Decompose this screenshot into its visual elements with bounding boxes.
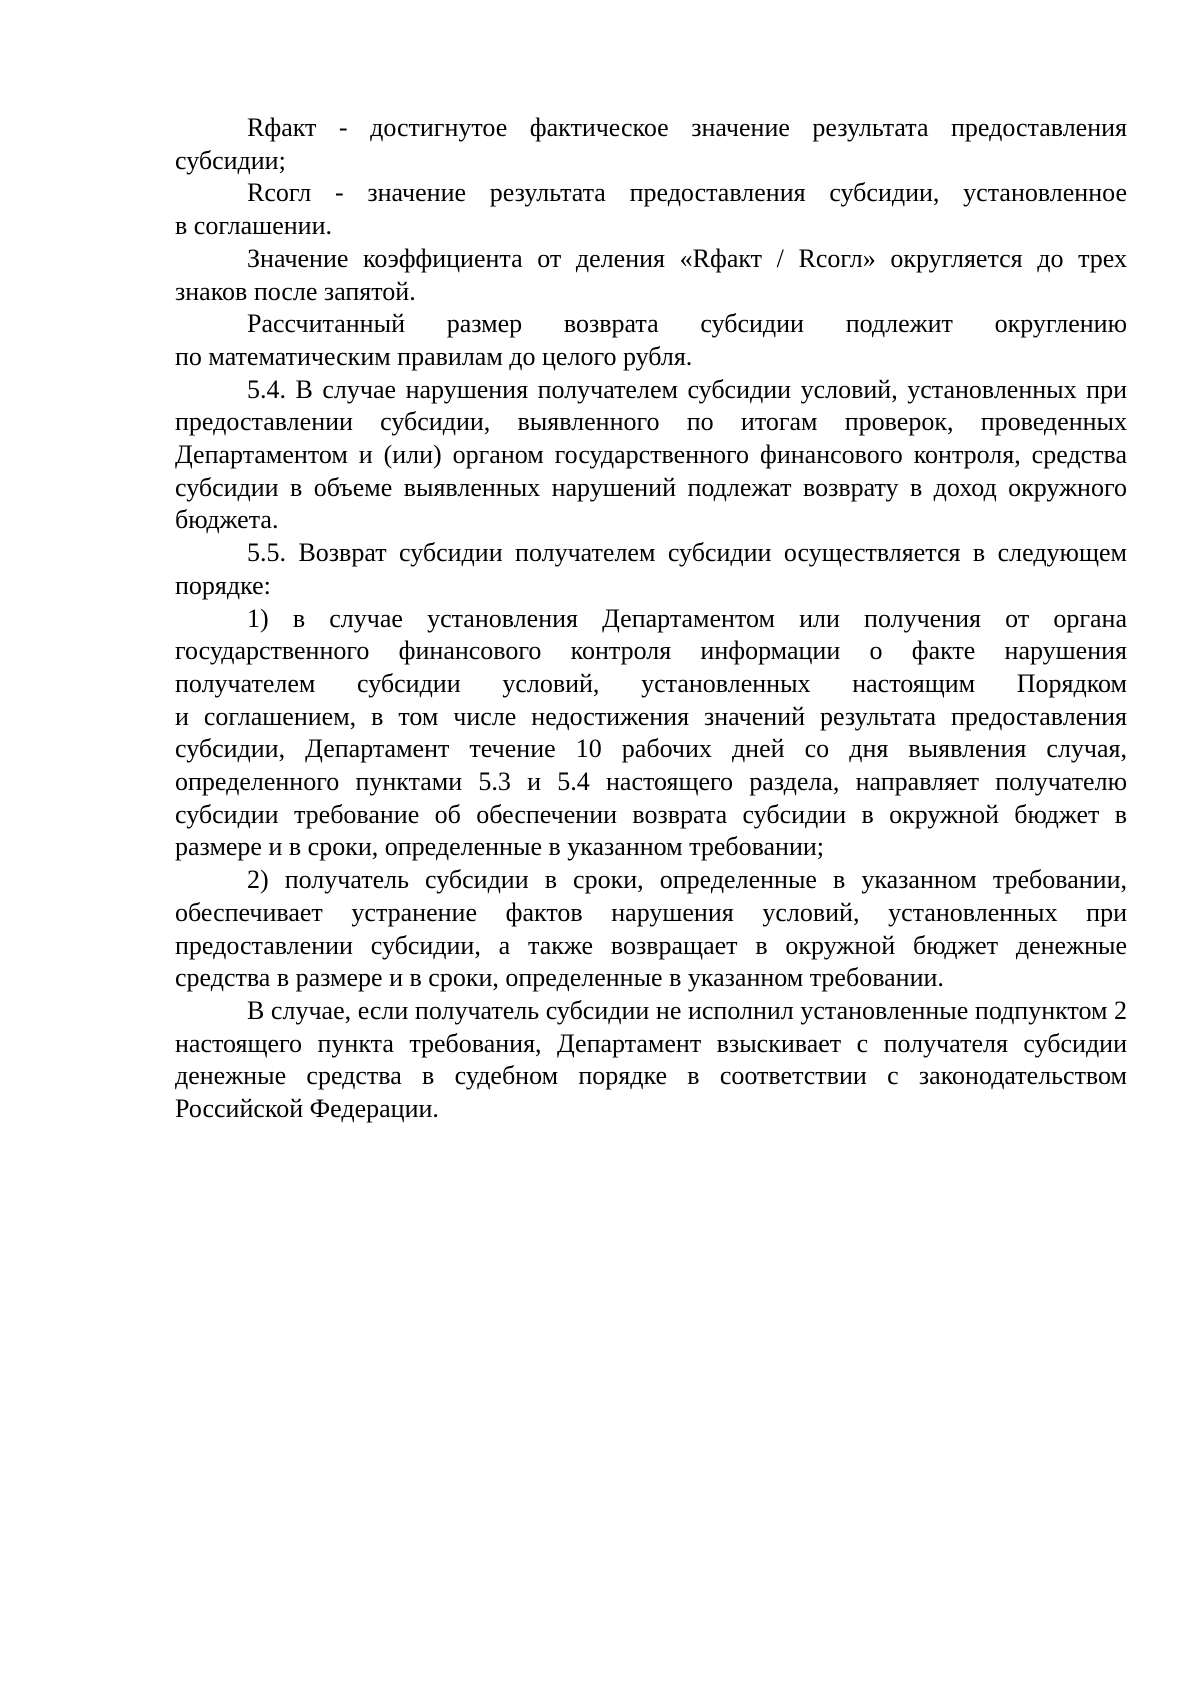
paragraph-coefficient-rounding: Значение коэффициента от деления «Rфакт / Rсогл» округляется до трех знаков после запятой. — [175, 243, 1127, 306]
paragraph-subclause-2: 2) получатель субсидии в сроки, определенные в указанном требовании, обеспечивает устранение фактов нарушения условий, установленных при предоставлении субсидии, а также возвращает в окружной бюджет денежные средства в размере и в сроки, определенные в указанном требовании. — [175, 865, 1127, 993]
document-page — [175, 112, 1127, 1126]
paragraph-r-fact-definition: Rфакт - достигнутое фактическое значение результата предоставления субсидии; — [175, 113, 1127, 175]
paragraph-clause-5-5: 5.5. Возврат субсидии получателем субсидии осуществляется в следующем порядке: — [175, 538, 1127, 600]
paragraph-clause-5-4: 5.4. В случае нарушения получателем субсидии условий, установленных при предоставлении субсидии, выявленного по итогам проверок, проведенных Департаментом и (или) органом государственного финансового контроля, средства субсидии в объеме выявленных нарушений подлежат возврату в доход окружного бюджета. — [175, 374, 1127, 535]
paragraph-r-sogl-definition: Rсогл - значение результата предоставления субсидии, установленное в соглашении. — [175, 178, 1127, 241]
paragraph-refund-rounding: Рассчитанный размер возврата субсидии подлежит округлению по математическим правилам до целого рубля. — [175, 309, 1127, 371]
paragraph-court-recovery: В случае, если получатель субсидии не исполнил установленные подпунктом 2 настоящего пункта требования, Департамент взыскивает с получателя субсидии денежные средства в судебном порядке в соответствии с законодательством Российской Федерации. — [175, 995, 1127, 1124]
paragraph-subclause-1: 1) в случае установления Департаментом или получения от органа государственного финансового контроля информации о факте нарушения получателем субсидии условий, установленных настоящим Порядком и соглашением, в том числе недостижения значений результата предоставления субсидии, Департамент течение 10 рабочих дней со дня выявления случая, определенного пунктами 5.3 и 5.4 настоящего раздела, направляет получателю субсидии требование об обеспечении возврата субсидии в окружной бюджет в размере и в сроки, определенные в указанном требовании; — [175, 603, 1127, 862]
